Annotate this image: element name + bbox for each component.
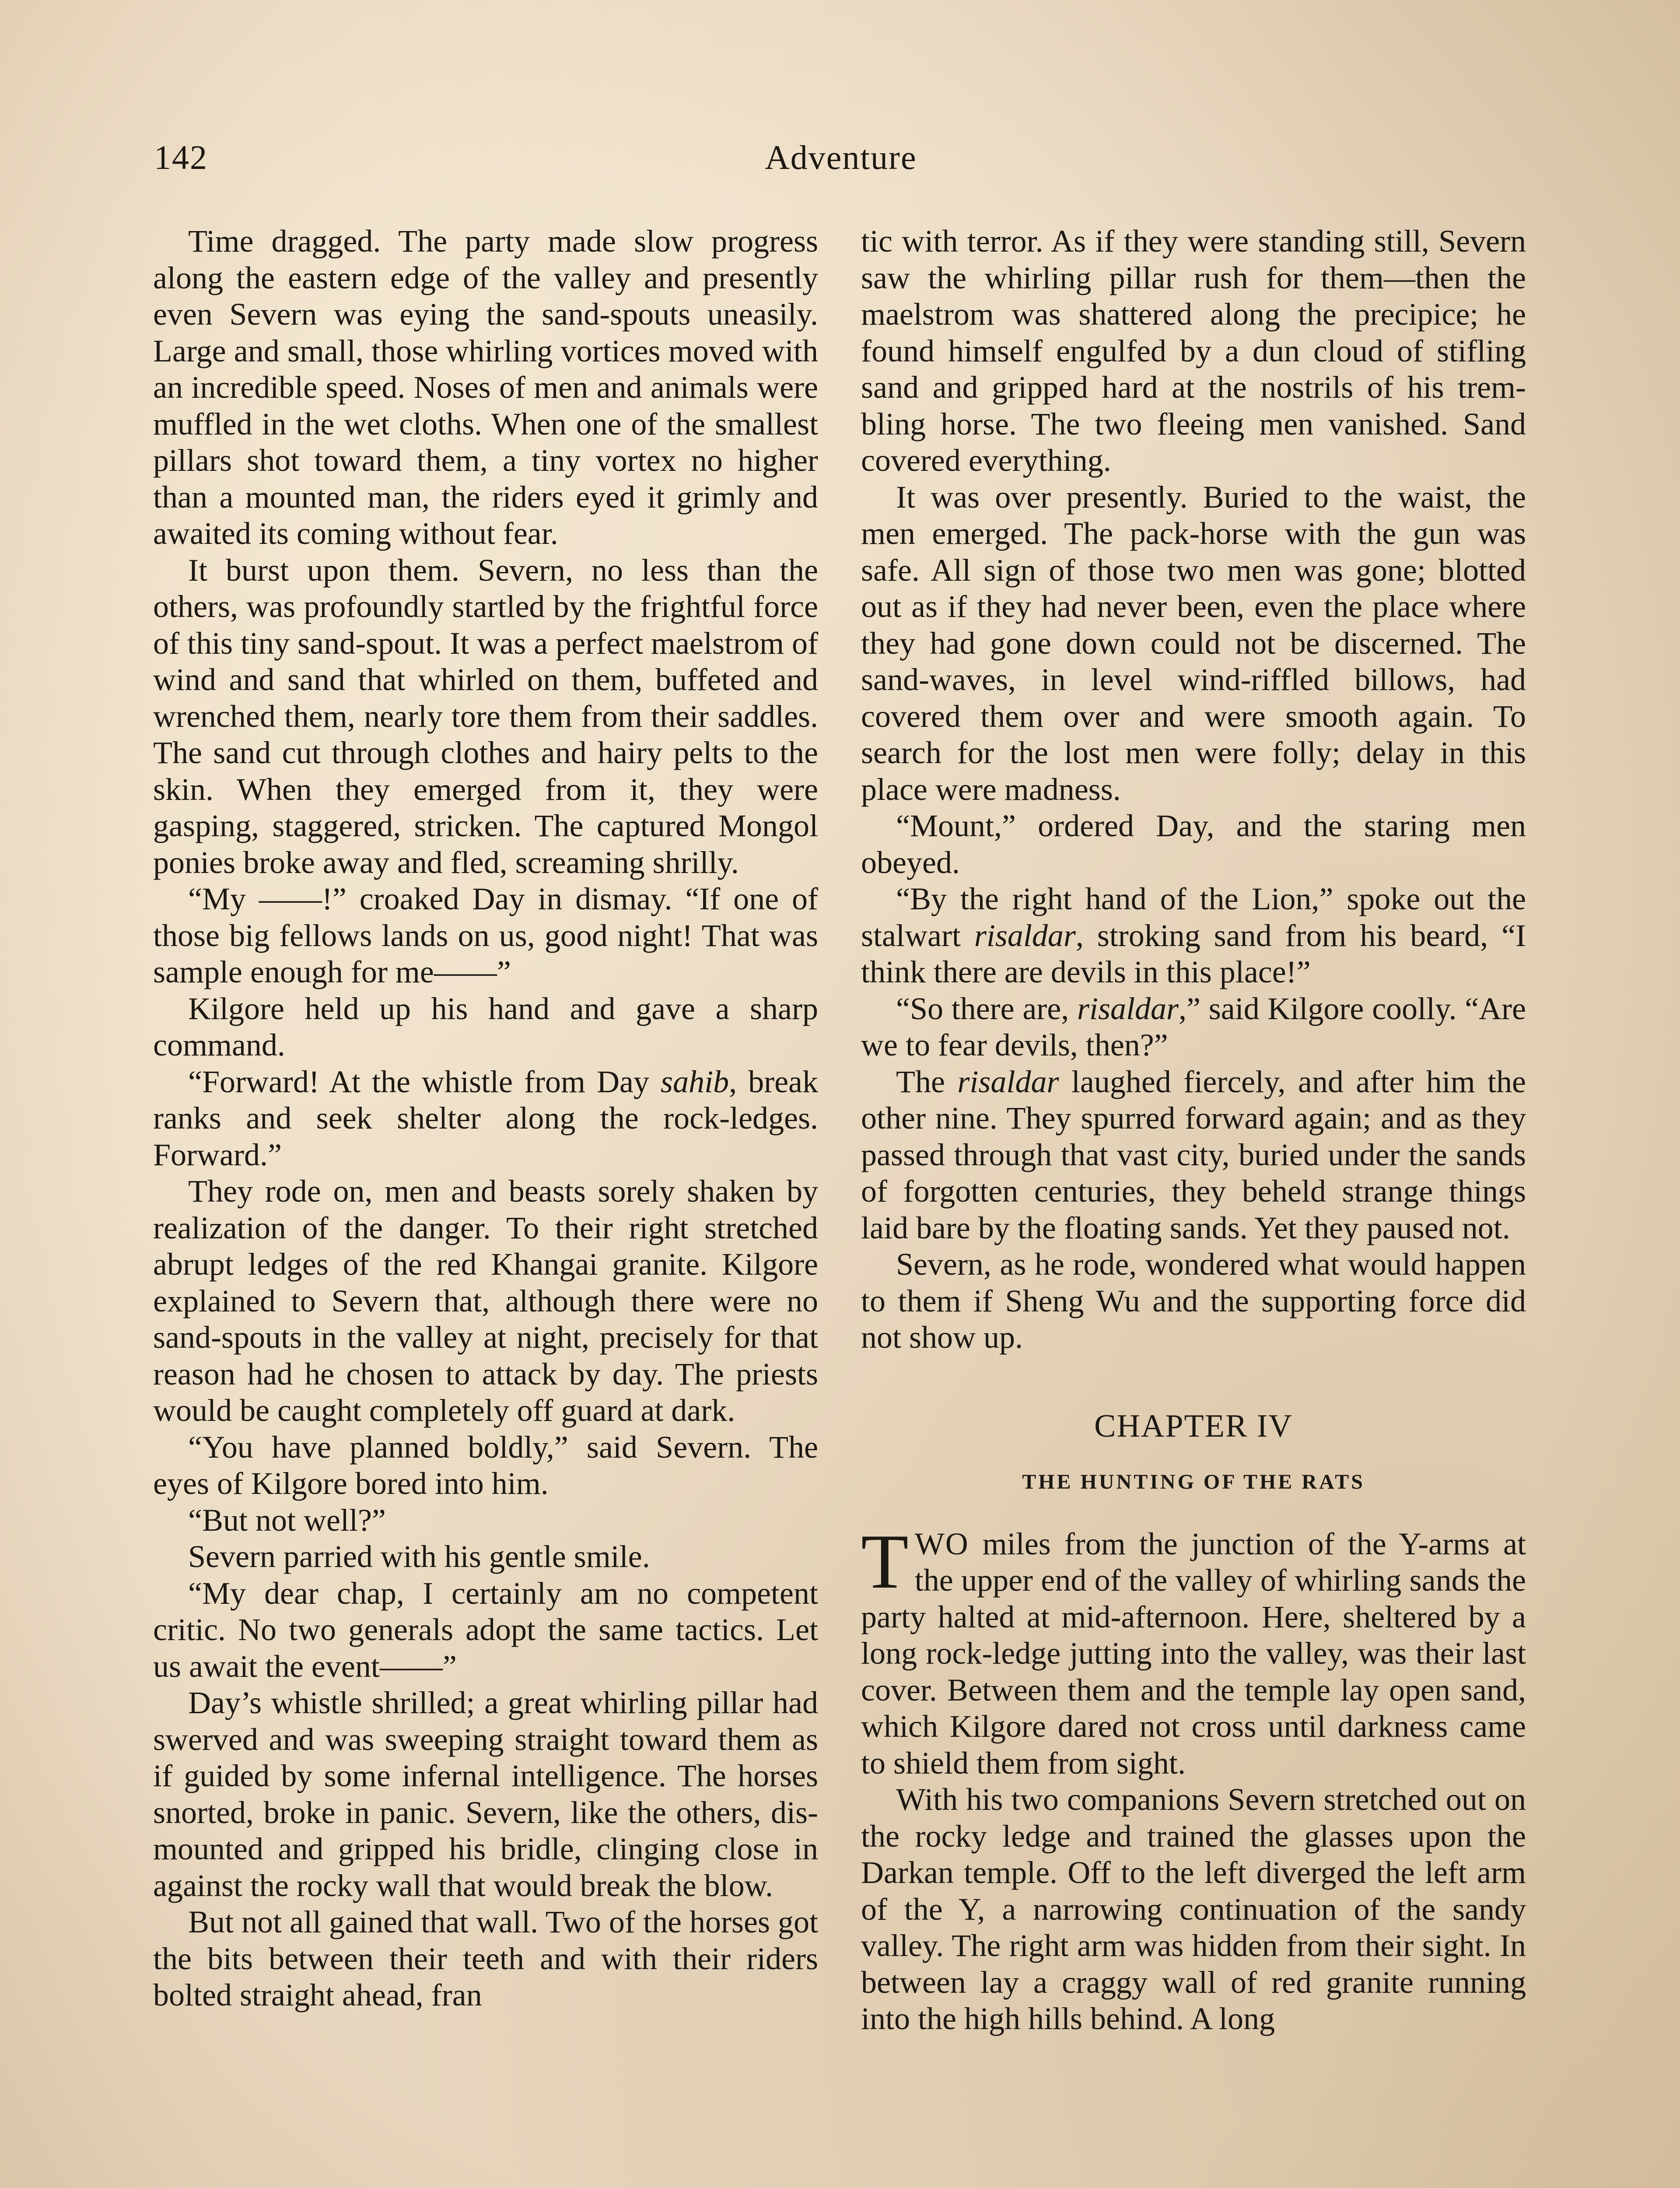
paragraph: Time dragged. The party made slow progress along the eastern edge of the valley and presently even Severn was eying the sand-spouts uneasily. Large and small, those whirling vortices moved with an incredible speed. Noses of men and animals were muffled in the wet cloths. When one of the smallest pillars shot toward them, a tiny vortex no higher than a mounted man, the riders eyed it grimly and awaited its coming without fear.	[153, 224, 818, 551]
paragraph: “You have planned boldly,” said Severn. The eyes of Kilgore bored into him.	[153, 1429, 818, 1501]
text-run: ,” said Kilgore coolly. “Are we to fear devils, then?”	[861, 991, 1526, 1062]
running-title: Adventure	[765, 138, 917, 176]
italic-term: risaldar	[974, 918, 1076, 953]
chapter-title: CHAPTER IV	[1094, 1408, 1293, 1444]
paragraph: But not all gained that wall. Two of the horses got the bits between their teeth and with their riders bolted straight ahead, fran	[153, 1904, 818, 2013]
page-number: 142	[154, 138, 208, 176]
text-run: “So there are,	[896, 991, 1077, 1026]
paragraph: “Mount,” ordered Day, and the staring men obeyed.	[861, 808, 1526, 880]
paragraph: Severn, as he rode, wondered what would happen to them if Sheng Wu and the supporting force did not show up.	[861, 1247, 1526, 1355]
text-run: miles from the junction of the Y-arms at the upper end of the valley of whirling sands the party halted at mid-afternoon. Here, sheltered by a long rock-ledge jutting into the valley, was their last cover. Between them and the temple lay open sand, which Kilgore dared not cross until darkness came to shield them from sight.	[861, 1526, 1526, 1781]
lead-word: WO	[914, 1526, 969, 1561]
paragraph: Kilgore held up his hand and gave a sharp command.	[153, 991, 818, 1062]
italic-term: sahib	[661, 1064, 729, 1099]
paragraph: With his two companions Severn stretched out on the rocky ledge and trained the glasses upon the Darkan temple. Off to the left diverged the left arm of the Y, a narrowing continuation of the sandy valley. The right arm was hidden from their sight. In between lay a craggy wall of red granite running into the high hills behind. A long	[861, 1782, 1526, 2036]
right-column	[861, 223, 1526, 2037]
italic-term: risaldar	[1077, 991, 1179, 1026]
paragraph	[861, 991, 1526, 1064]
paragraph	[861, 881, 1526, 991]
paragraph: “My dear chap, I certainly am no competent critic. No two generals adopt the same tactics. Let us await the event——”	[153, 1575, 818, 1684]
text-run: “Forward! At the whistle from Day	[188, 1064, 661, 1099]
paragraph: They rode on, men and beasts sorely shaken by realization of the danger. To their right stretched abrupt ledges of the red Khangai granite. Kilgore explained to Severn that, although there were no sand-spouts in the valley at night, precisely for that reason had he chosen to attack by day. The priests would be caught completely off guard at dark.	[153, 1174, 818, 1428]
paragraph-forward	[153, 1064, 818, 1174]
text-run: , break ranks and seek shelter along the rock-ledges. Forward.”	[153, 1064, 819, 1172]
left-column	[153, 223, 818, 2014]
running-head	[154, 131, 1528, 184]
drop-cap: T	[861, 1518, 909, 1605]
paragraph: It burst upon them. Severn, no less than the others, was profoundly startled by the frightful force of this tiny sand-spout. It was a perfect maelstrom of wind and sand that whirled on them, buffeted and wrenched them, nearly tore them from their saddles. The sand cut through clothes and hairy pelts to the skin. When they emerged from it, they were gasping, staggered, stricken. The captured Mongol ponies broke away and fled, screaming shrilly.	[153, 552, 818, 880]
paragraph: Day’s whistle shrilled; a great whirling pillar had swerved and was sweeping straight toward them as if guided by some infernal intelligence. The horses snorted, broke in panic. Severn, like the others, dismounted and gripped his bridle, clinging close in against the rocky wall that would break the blow.	[153, 1685, 818, 1903]
paragraph: It was over presently. Buried to the waist, the men emerged. The pack-horse with the gun was safe. All sign of those two men was gone; blotted out as if they had never been, even the place where they had gone down could not be discerned. The sand-waves, in level wind-riffled billows, had covered them over and were smooth again. To search for the lost men were folly; delay in this place were madness.	[861, 479, 1526, 807]
chapter-opening-paragraph	[861, 1518, 1526, 1782]
text-run: The	[896, 1064, 958, 1099]
paragraph-continued: tic with terror. As if they were standing still, Severn saw the whirling pillar rush for them—then the maelstrom was shattered along the precipice; he found himself engulfed by a dun cloud of stifling sand and gripped hard at the nostrils of his trembling horse. The two fleeing men vanished. Sand covered everything.	[861, 224, 1526, 478]
text-run: , stroking sand from his beard, “I think there are devils in this place!”	[861, 918, 1526, 989]
paragraph: “My ——!” croaked Day in dismay. “If one of those big fellows lands on us, good night! That was sample enough for me——”	[153, 881, 818, 989]
text-run: laughed fiercely, and after him the other nine. They spurred forward again; and as they passed through that vast city, buried under the sands of forgotten centuries, they beheld strange things laid bare by the floating sands. Yet they paused not.	[861, 1064, 1526, 1245]
paragraph: Severn parried with his gentle smile.	[188, 1539, 650, 1574]
paragraph	[861, 1064, 1526, 1247]
italic-term: risaldar	[957, 1064, 1059, 1099]
chapter-heading	[861, 1404, 1526, 1500]
text-run: “By the right hand of the Lion,” spoke out the stalwart	[861, 881, 1526, 953]
paragraph: “But not well?”	[188, 1502, 386, 1538]
chapter-subtitle: THE HUNTING OF THE RATS	[1022, 1470, 1365, 1494]
